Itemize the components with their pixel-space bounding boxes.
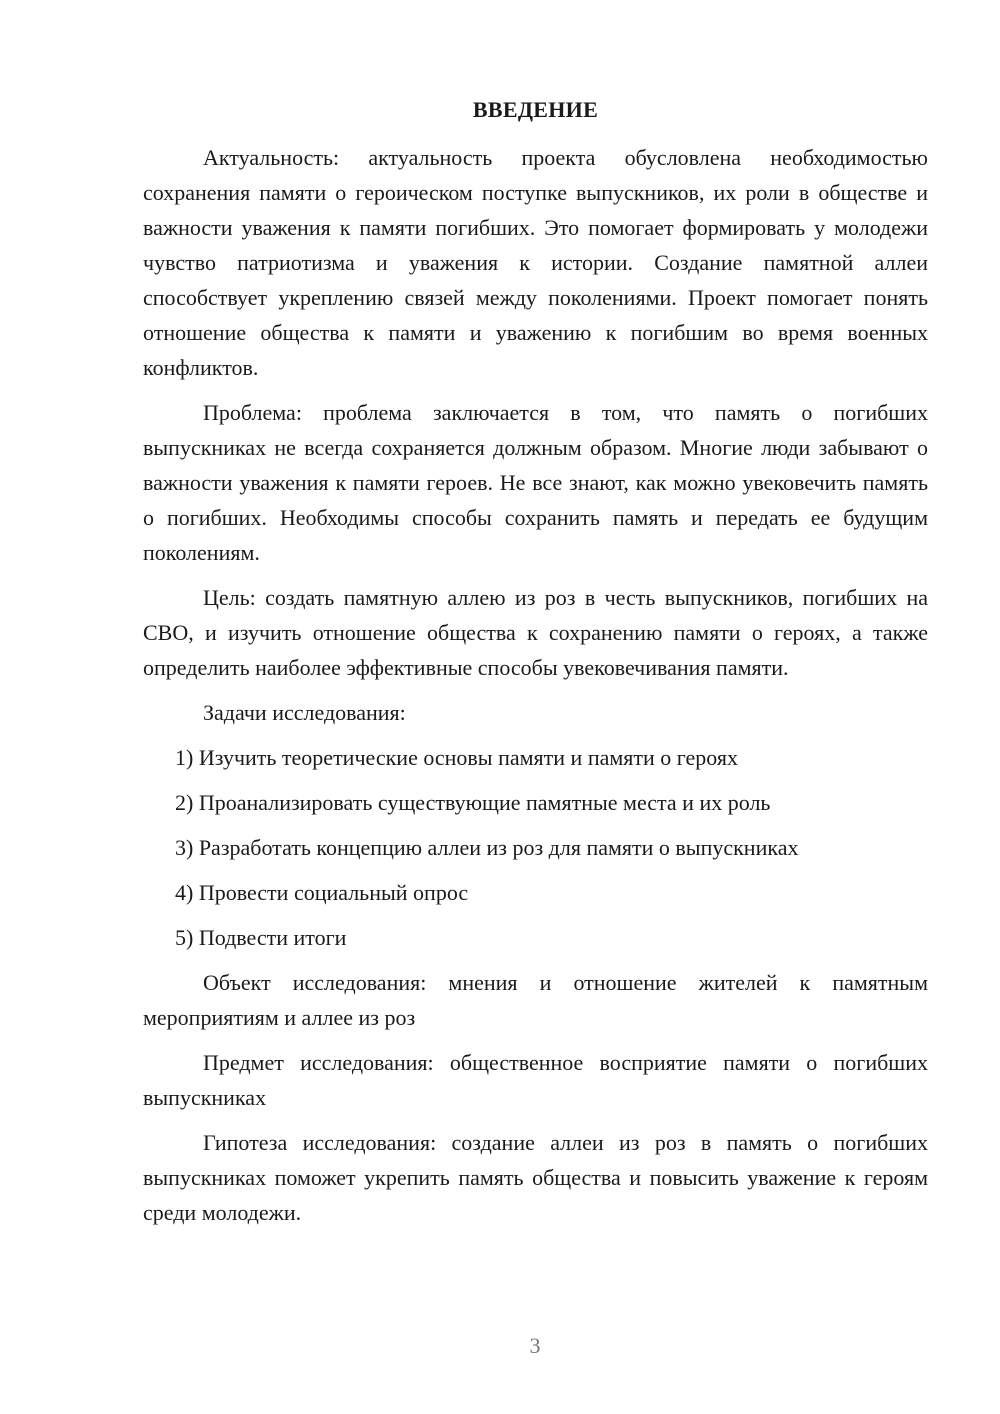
page-number: 3	[529, 1333, 541, 1358]
task-item: 5) Подвести итоги	[175, 925, 347, 950]
paragraph-goal: Цель: создать памятную аллею из роз в честь выпускников, погибших на СВО, и изучить отношение общества к сохранению памяти о героях, а также определить наиболее эффективные способы увековечивания памяти.	[143, 585, 928, 680]
paragraph-problem: Проблема: проблема заключается в том, что память о погибших выпускниках не всегда сохраняется должным образом. Многие люди забывают о важности уважения к памяти героев. Не все знают, как можно увековечить память о погибших. Необходимы способы сохранить память и передать ее будущим поколениям.	[143, 400, 928, 565]
paragraph-object: Объект исследования: мнения и отношение жителей к памятным мероприятиям и аллее из роз	[143, 970, 928, 1030]
tasks-heading: Задачи исследования:	[203, 700, 406, 725]
paragraph-hypothesis: Гипотеза исследования: создание аллеи из роз в память о погибших выпускниках поможет укрепить память общества и повысить уважение к героям среди молодежи.	[143, 1130, 928, 1225]
task-item: 2) Проанализировать существующие памятные места и их роль	[175, 790, 771, 815]
task-item: 1) Изучить теоретические основы памяти и памяти о героях	[175, 745, 738, 770]
paragraph-relevance: Актуальность: актуальность проекта обусловлена необходимостью сохранения памяти о героическом поступке выпускников, их роли в обществе и важности уважения к памяти погибших. Это помогает формировать у молодежи чувство патриотизма и уважения к истории. Создание памятной аллеи способствует укреплению связей между поколениями. Проект помогает понять отношение общества к памяти и уважению к погибшим во время военных конфликтов.	[143, 145, 928, 380]
tasks-list	[143, 740, 928, 955]
paragraph-subject: Предмет исследования: общественное восприятие памяти о погибших выпускниках	[143, 1050, 928, 1110]
task-item: 4) Провести социальный опрос	[175, 880, 469, 905]
page-content	[143, 92, 928, 1240]
page-title: ВВЕДЕНИЕ	[472, 97, 599, 122]
task-item: 3) Разработать концепцию аллеи из роз для памяти о выпускниках	[175, 835, 799, 860]
